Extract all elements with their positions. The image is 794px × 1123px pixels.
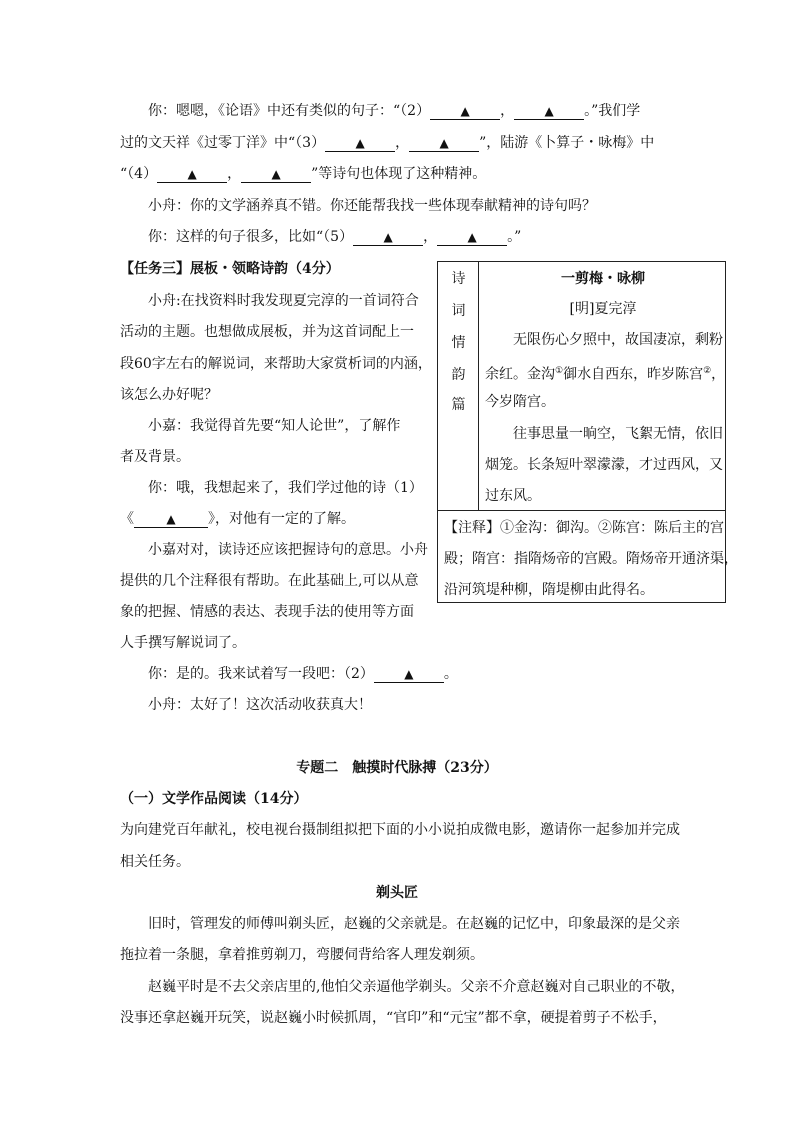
answer-blank — [157, 166, 227, 183]
poem-divider — [438, 510, 725, 511]
section-intro: 为向建党百年献礼，校电视台摄制组拟把下面的小小说拍成微电影，邀请你一起参加并完成 — [120, 822, 680, 838]
dialogue-text: 过的文天祥《过零丁洋》中“（3） — [120, 135, 326, 151]
task3-text: 象的把握、情感的表达、表现手法的使用等方面 — [120, 604, 414, 620]
section-subtitle: （一）文学作品阅读（14分） — [120, 791, 308, 807]
answer-blank — [241, 166, 311, 183]
answer-blank — [353, 229, 423, 246]
triangle-icon: ▲ — [383, 230, 393, 244]
task3-text: 小舟:在找资料时我发现夏完淳的一首词符合 — [148, 293, 419, 309]
answer-blank — [514, 103, 584, 120]
poem-note: 沿河筑堤种柳，隋堤柳由此得名。 — [444, 582, 654, 598]
dialogue-text: ， — [423, 229, 438, 245]
story-text: 赵巍平时是不去父亲店里的,他怕父亲逼他学剃头。父亲不介意赵巍对自己职业的不敬， — [148, 979, 685, 995]
poem-line: 烟笼。长条短叶翠濛濛，才过西风，又 — [485, 457, 723, 473]
poem-line — [485, 361, 725, 385]
dialogue-line-3 — [120, 164, 486, 184]
footnote-mark: ② — [703, 366, 712, 376]
answer-blank — [134, 511, 208, 528]
dialogue-text: “（4） — [120, 166, 158, 182]
dialogue-text: 你：这样的句子很多，比如“（5） — [148, 229, 354, 245]
section-title: 专题二 触摸时代脉搏（23分） — [296, 760, 498, 776]
dialogue-text: 小舟：你的文学涵养真不错。你还能帮我找一些体现奉献精神的诗句吗？ — [148, 198, 596, 214]
poem-text-seg: 御水自西东，昨岁陈宫 — [563, 366, 704, 383]
section-intro: 相关任务。 — [120, 854, 190, 870]
footnote-mark: ① — [555, 366, 564, 376]
poem-box — [437, 261, 738, 603]
task3-text: 你：哦，我想起来了，我们学过他的诗（1） — [148, 480, 423, 496]
side-char: 篇 — [451, 397, 466, 413]
poem-line: 无限伤心夕照中，故国凄凉，剩粉 — [513, 332, 723, 348]
poem-note: 殿；隋宫：指隋炀帝的宫殿。隋炀帝开通济渠， — [444, 551, 738, 567]
task3-line — [148, 664, 458, 684]
poem-title: 一剪梅・咏柳 — [561, 271, 645, 287]
task3-text: 该怎么办好呢？ — [120, 387, 218, 403]
task3-text: 小嘉对对，读诗还应该把握诗句的意思。小舟 — [148, 542, 428, 558]
dialogue-line-4 — [148, 196, 596, 216]
story-title: 剃头匠 — [376, 885, 418, 901]
task3-text: 。 — [443, 666, 458, 682]
side-char: 情 — [451, 335, 466, 351]
triangle-icon: ▲ — [439, 136, 449, 150]
poem-text-seg: 余红。金沟 — [485, 366, 555, 383]
dialogue-line-2 — [120, 133, 654, 153]
dialogue-text: ， — [500, 103, 515, 119]
answer-blank — [437, 229, 507, 246]
triangle-icon: ▲ — [271, 167, 281, 181]
dialogue-text: 。” — [507, 229, 522, 245]
dialogue-text: ”等诗句也体现了这种精神。 — [311, 166, 487, 182]
task3-text: 提供的几个注释很有帮助。在此基础上,可以从意 — [120, 573, 419, 589]
answer-blank — [325, 135, 395, 152]
dialogue-text: ， — [227, 166, 242, 182]
story-text: 没事还拿赵巍开玩笑，说赵巍小时候抓周，“官印”和“元宝”都不拿，硬提着剪子不松手， — [120, 1010, 667, 1026]
answer-blank — [430, 103, 500, 120]
poem-text-seg: ， — [711, 366, 726, 383]
triangle-icon: ▲ — [460, 104, 470, 118]
side-char: 诗 — [451, 271, 466, 287]
poem-note: 【注释】①金沟：御沟。②陈宫：陈后主的宫 — [444, 520, 724, 536]
poem-line: 今岁隋宫。 — [485, 394, 555, 410]
task3-text: 《 — [120, 511, 134, 527]
dialogue-line-5 — [148, 227, 521, 247]
dialogue-text: 你：嗯嗯，《论语》中还有类似的句子：“（2） — [148, 103, 431, 119]
triangle-icon: ▲ — [467, 230, 477, 244]
task3-text: 段60字左右的解说词，来帮助大家赏析词的内涵， — [120, 356, 432, 372]
dialogue-line-1 — [148, 101, 640, 121]
task3-text: 者及背景。 — [120, 449, 190, 465]
task3-text: 小舟：太好了！这次活动收获真大！ — [148, 697, 372, 713]
task3-text: 你：是的。我来试着写一段吧：（2） — [148, 666, 374, 682]
triangle-icon: ▲ — [544, 104, 554, 118]
dialogue-text: 。”我们学 — [584, 103, 641, 119]
task3-text: 活动的主题。也想做成展板，并为这首词配上一 — [120, 324, 414, 340]
story-text: 拖拉着一条腿，拿着推剪剃刀，弯腰伺背给客人理发剃须。 — [120, 947, 484, 963]
poem-side-label — [438, 262, 479, 510]
poem-line: 过东风。 — [485, 488, 541, 504]
dialogue-text: ”，陆游《卜算子・咏梅》中 — [479, 135, 655, 151]
side-char: 韵 — [451, 367, 466, 383]
task3-line — [120, 509, 355, 529]
dialogue-text: ， — [395, 135, 410, 151]
answer-blank — [409, 135, 479, 152]
poem-line: 往事思量一晌空，飞絮无情，依旧 — [513, 426, 723, 442]
task3-text: 小嘉：我觉得首先要“知人论世”，了解作 — [148, 418, 401, 434]
story-text: 旧时，管理发的师傅叫剃头匠，赵巍的父亲就是。在赵巍的记忆中，印象最深的是父亲 — [148, 916, 680, 932]
task3-text: 人手撰写解说词了。 — [120, 635, 246, 651]
task3-text: 》，对他有一定的了解。 — [208, 511, 355, 527]
side-char: 词 — [451, 303, 466, 319]
triangle-icon: ▲ — [404, 667, 414, 681]
task3-heading: 【任务三】展板・领略诗韵（4分） — [120, 261, 340, 277]
triangle-icon: ▲ — [166, 512, 176, 526]
answer-blank — [374, 666, 444, 683]
triangle-icon: ▲ — [355, 136, 365, 150]
triangle-icon: ▲ — [187, 167, 197, 181]
poem-author: [明]夏完淳 — [569, 301, 637, 317]
